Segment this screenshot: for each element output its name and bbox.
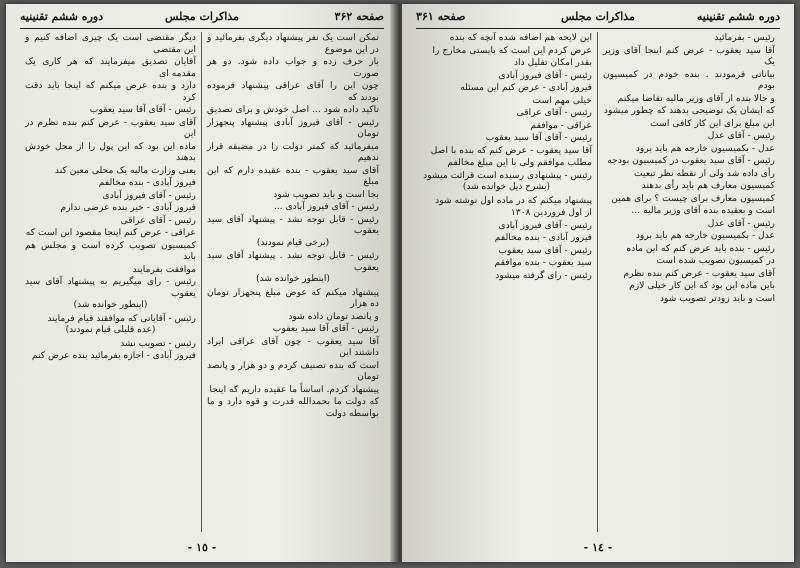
text-line: (عده قلیلی قیام نمودند) — [65, 325, 156, 335]
text-line: پیشنهاد میکنم که در ماده اول نوشته شود — [435, 194, 592, 206]
text-line: در کمیسیون تصویب شده است — [656, 255, 775, 266]
text-line: رئیس - قابل توجه نشد - پیشنهاد آقای سید یعقوب — [207, 213, 379, 236]
text-line: این لایحه هم اضافه شده آنچه که بنده — [449, 32, 592, 43]
text-line: عرض کردم این است که بایستی مخارج را — [432, 44, 592, 56]
text-line: که دولت ما بحمدالله قدرت و قوه دارد و ما بواسطه دولت — [207, 396, 379, 419]
text-line: رئیس - آقای آقا سید یعقوب — [485, 132, 592, 143]
text-line: مطلب موافقم ولی با این مبلغ مخالفم — [447, 157, 592, 168]
text-line: رئیس - آقای سید یعقوب در کمیسیون بودجه — [607, 155, 775, 166]
text-line: آقا سید یعقوب - چون آقای عراقی ایراد داشتند این — [207, 335, 379, 358]
text-line: (اینطور خوانده شد) — [256, 274, 330, 284]
text-line: رئیس - آقای عدل — [707, 217, 775, 229]
text-line: رأی داده شد ولی از نقطه نظر تبعیت — [634, 167, 775, 179]
text-line: باز حرف زده و جواب داده شود. دو هر صورت — [207, 56, 379, 79]
text-line: رئیس - آقای فیروز آبادی پیشنهاد پنجهزار تومان — [207, 116, 379, 139]
text-line: کمیسیون معارف هم باید رأی بدهند — [641, 180, 775, 191]
text-line: رئیس - بفرمائید — [714, 32, 775, 43]
page-footer: - ١٤ - — [583, 541, 613, 554]
text-line: بقدر امکان تقلیل داد — [513, 57, 592, 68]
right-page — [402, 4, 794, 562]
text-line: تاکید داده شود ... اصل خودش و برای تصدیق — [207, 104, 379, 115]
text-line: دارد و بنده عرض میکنم که اینجا باید دقت کرد — [25, 80, 196, 103]
text-column-left — [416, 32, 598, 532]
text-line: این مبلغ برای این کار کافی است — [650, 117, 775, 129]
text-line: موافقت بفرمایند — [132, 263, 196, 275]
text-line: رئیس - آقایانی که موافقند قیام فرمایند — [47, 312, 196, 324]
text-line: یعنی وزارت مالیه یک محلی معین کند — [54, 164, 196, 176]
text-line: تمکن است یک نفر پیشنهاد دیگری بفرمائید و در این موضوع — [207, 32, 379, 55]
text-line: عراقی - موافقم — [530, 119, 592, 131]
text-line: آقای سید یعقوب - بنده عقیده دارم که این مبلغ — [207, 164, 379, 187]
text-line: پیشنهاد کردم. اساساً ما عقیده داریم که اینجا — [209, 383, 379, 395]
text-line: رئیس - قابل توجه نشد . پیشنهاد آقای سید یعقوب — [207, 250, 379, 273]
text-line: آقا سید یعقوب - عرض کنم اینجا آقای وزیر یک — [603, 44, 775, 67]
text-line: رئیس - پیشنهادی رسیده است قرائت میشود — [423, 169, 592, 181]
text-line: آقایان تصدیق میفرمایند که هر کاری یک مقدمه ای — [25, 56, 196, 79]
text-line: است و باید زودتر تصویب شود — [659, 292, 775, 304]
text-line: کمیسیون تصویب کرده است و مجلس هم باید — [25, 239, 196, 262]
book-spread — [6, 4, 794, 562]
text-line: کمیسیون معارف برای چیست ؟ برای همین — [611, 192, 775, 204]
text-line: رئیس - آقای آقا سید یعقوب — [272, 323, 379, 334]
text-line: پیشنهاد میکنم که عوض مبلغ پنجهزار تومان ده هزار — [207, 286, 379, 309]
text-line: رئیس - آقای فیروز آبادی ... — [273, 201, 379, 212]
left-page — [6, 4, 398, 562]
text-line: فیروز آبادی - خیر بنده عرضی ندارم — [60, 202, 196, 213]
text-column-right — [202, 32, 384, 532]
text-line: رئیس - آقای فیروز آبادی — [498, 219, 592, 231]
text-line: دیگر مقتضی است یک چیزی اضافه کنیم و این مقتضی — [25, 32, 196, 55]
text-line: رئیس - آقای آقا سید یعقوب — [89, 104, 196, 115]
text-columns — [416, 32, 780, 532]
text-line: است که بنده تصنیف کردم و دو هزار و پانصد تومان — [207, 359, 379, 382]
text-line: که ایشان یک توضیحی بدهند که چطور میشود — [603, 105, 775, 116]
text-line: رئیس - آقای عراقی — [516, 107, 592, 118]
text-line: فیروز آبادی - بنده مخالفم — [98, 177, 196, 188]
text-line: رئیس - آقای فیروز آبادی — [102, 189, 196, 201]
text-line: (بشرح ذیل خوانده شد) — [462, 182, 551, 192]
text-line: عدل - بکمیسیون خارجه هم باید برود — [635, 230, 775, 241]
text-line: رئیس - تصویب نشد — [120, 337, 196, 349]
text-line: بیاناتی فرمودند . بنده خودم در کمیسیون بودم — [603, 68, 775, 91]
page-number-label: صفحه ۳۶۲ — [334, 10, 384, 23]
text-line: باین ماده این بود که این کار خیلی لازم — [629, 280, 775, 291]
series-label: دوره ششم تقنینیه — [696, 10, 780, 23]
header-title: مذاکرات مجلس — [561, 10, 635, 23]
text-line: رئیس - رای گرفته میشود — [495, 269, 592, 281]
text-line: فیروز آبادی - بنده مخالفم — [494, 232, 592, 243]
text-line: آقای سید یعقوب - عرض کنم بنده نظرم در این — [25, 116, 196, 139]
text-line: و حالا بنده از آقای وزیر مالیه تقاضا میکنم — [617, 92, 775, 104]
text-line: فیروز آبادی - اجازه بفرمائید بنده عرض کنم — [31, 350, 196, 361]
text-line: رئیس - آقای فیروز آبادی — [498, 69, 592, 81]
text-line: (برخی قیام نمودند) — [256, 237, 330, 248]
text-column-right — [598, 32, 780, 532]
page-footer: - ١٥ - — [187, 541, 217, 554]
text-line: فیروز آبادی - عرض کنم این مسئله — [460, 82, 592, 93]
text-columns — [20, 32, 384, 532]
series-label: دوره ششم تقنینیه — [20, 10, 104, 23]
page-header — [20, 10, 384, 29]
page-header — [416, 10, 780, 29]
text-line: رئیس - رای میگیریم به پیشنهاد آقای سید یعقوب — [25, 276, 196, 299]
text-line: از اول فروردین ۱۳۰۸ — [510, 207, 592, 218]
page-number-label: صفحه ۳۶۱ — [416, 10, 466, 23]
text-line: آقای سید یعقوب - عرض کنم بنده نظرم — [623, 267, 775, 279]
text-line: ماده این بود که این پول را از محل خودش بدهند — [25, 140, 196, 163]
text-column-left — [20, 32, 202, 532]
text-line: رئیس - آقای عراقی — [120, 214, 196, 226]
text-line: آقا سید یعقوب - عرض کنم که بنده با اصل — [430, 144, 592, 156]
text-line: رئیس - بنده باید عرض کنم که این ماده — [626, 242, 775, 254]
text-line: (اینطور خوانده شد) — [73, 300, 148, 310]
text-line: میفرمائید که کمتر دولت را در مضیقه قرار ندهیم — [207, 140, 379, 163]
text-line: رئیس - آقای عدل — [707, 130, 775, 141]
text-line: رئیس - آقای سید یعقوب — [498, 244, 592, 256]
text-line: و پانصد تومان داده شود — [288, 310, 379, 322]
header-title: مذاکرات مجلس — [165, 10, 239, 23]
text-line: سید یعقوب - بنده موافقم — [494, 257, 592, 268]
text-line: است و بعقیده بنده آقای وزیر مالیه ... — [631, 205, 775, 216]
text-line: عدل - بکمیسیون خارجه هم باید برود — [635, 142, 775, 154]
text-line: بجا است و باید تصویب شود — [273, 188, 379, 200]
text-line: چون این را آقای عراقی پیشنهاد فرموده بودند که — [207, 80, 379, 103]
text-line: خیلی مهم است — [532, 94, 592, 106]
text-line: عراقی - عرض کنم اینجا مقصود این است که — [25, 227, 196, 238]
